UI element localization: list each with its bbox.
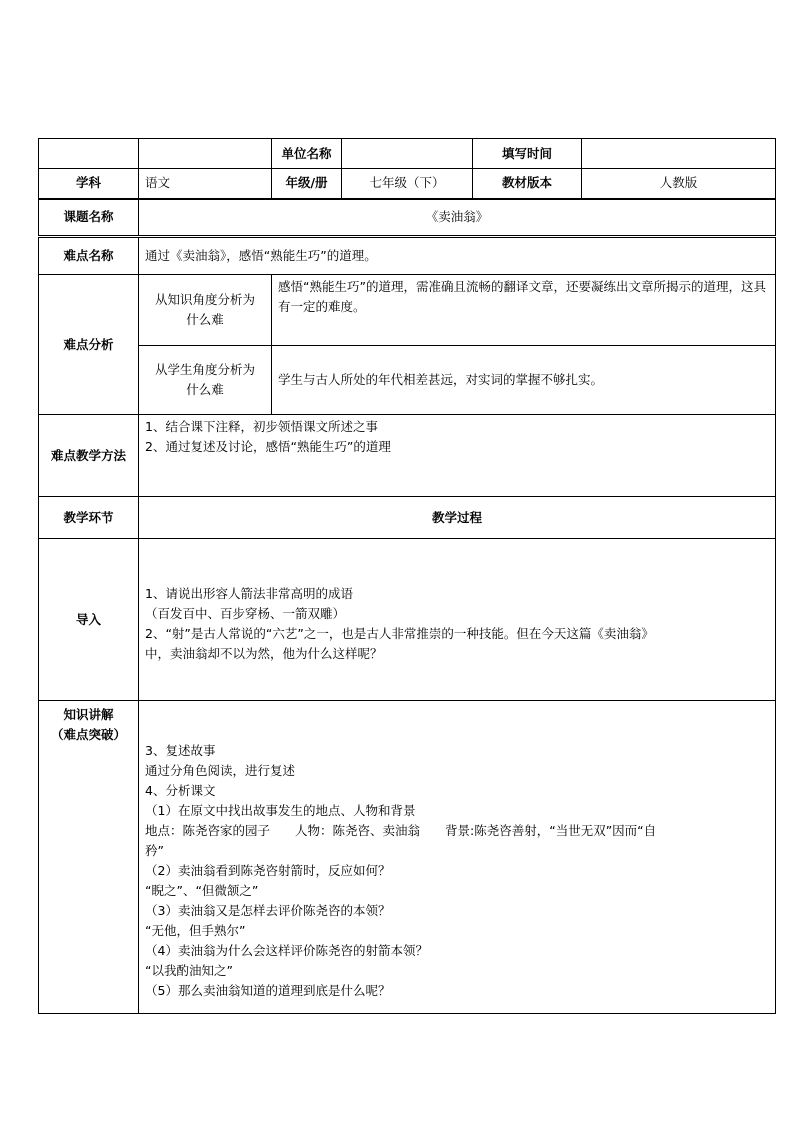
fill-time-label: 填写时间: [473, 139, 582, 169]
methods-list: [139, 415, 776, 497]
process-content-label: 教学过程: [139, 497, 776, 539]
unit-name-label: 单位名称: [272, 139, 342, 169]
header-blank-cell-2: [139, 139, 272, 169]
fill-time-value[interactable]: [582, 139, 776, 169]
knowledge-line: “无他，但手熟尔”: [145, 923, 246, 938]
intro-line: 2、“射”是古人常说的“六艺”之一，也是古人非常推崇的一种技能。但在今天这篇《卖油翁》: [145, 625, 654, 641]
analysis-label: 难点分析: [39, 275, 139, 415]
topic-value: 《卖油翁》: [139, 199, 776, 237]
process-header-row: [39, 497, 776, 539]
methods-item: 2、通过复述及讨论，感悟“熟能生巧”的道理: [145, 439, 391, 454]
knowledge-label: [39, 701, 139, 1014]
analysis-student-row: [39, 346, 776, 415]
header-row: [39, 139, 776, 169]
process-stage-label: 教学环节: [39, 497, 139, 539]
subject-label: 学科: [39, 169, 139, 199]
analysis-student-value: 学生与古人所处的年代相差甚远，对实词的掌握不够扎实。: [272, 346, 776, 415]
analysis-knowledge-value: 感悟“熟能生巧”的道理，需准确且流畅的翻译文章，还要凝练出文章所揭示的道理，这具有一定的难度。: [272, 275, 776, 346]
lesson-plan-sheet: [38, 138, 775, 1014]
intro-label: 导入: [39, 539, 139, 701]
lesson-plan-table: [38, 138, 776, 1014]
edition-value: 人教版: [582, 169, 776, 199]
unit-name-value[interactable]: [342, 139, 473, 169]
analysis-knowledge-label: 从知识角度分析为什么难: [139, 275, 272, 346]
knowledge-line: 矜”: [145, 843, 164, 858]
intro-line: 中，卖油翁却不以为然，他为什么这样呢？: [145, 645, 383, 661]
analysis-student-label: 从学生角度分析为什么难: [139, 346, 272, 415]
subject-value: 语文: [139, 169, 272, 199]
knowledge-line: 地点：陈尧咨家的园子 人物：陈尧咨、卖油翁 背景:陈尧咨善射，“当世无双”因而“自: [145, 823, 657, 838]
intro-content: [139, 539, 776, 701]
knowledge-label-line1: 知识讲解: [63, 707, 114, 722]
header-blank-cell: [39, 139, 139, 169]
edition-label: 教材版本: [473, 169, 582, 199]
grade-label: 年级/册: [272, 169, 342, 199]
difficulty-row: [39, 237, 776, 275]
knowledge-content: [139, 701, 776, 1014]
knowledge-line: “以我酌油知之”: [145, 963, 233, 978]
knowledge-line: 3、复述故事: [145, 743, 216, 758]
difficulty-value: 通过《卖油翁》，感悟“熟能生巧”的道理。: [139, 237, 776, 275]
knowledge-line: 4、分析课文: [145, 783, 216, 798]
info-row: [39, 169, 776, 199]
knowledge-label-line2: （难点突破）: [50, 727, 126, 742]
topic-row: [39, 199, 776, 237]
knowledge-line: “睨之”、“但微颔之”: [145, 883, 259, 898]
grade-value: 七年级（下）: [342, 169, 473, 199]
analysis-knowledge-row: [39, 275, 776, 346]
methods-label: 难点教学方法: [39, 415, 139, 497]
knowledge-line: （4）卖油翁为什么会这样评价陈尧咨的射箭本领？: [145, 943, 428, 958]
knowledge-row: [39, 701, 776, 1014]
intro-line: 1、请说出形容人箭法非常高明的成语: [145, 585, 353, 601]
intro-line: （百发百中、百步穿杨、一箭双雕）: [145, 605, 346, 621]
knowledge-line: （3）卖油翁又是怎样去评价陈尧咨的本领？: [145, 903, 391, 918]
knowledge-line: （1）在原文中找出故事发生的地点、人物和背景: [145, 803, 416, 818]
intro-row: [39, 539, 776, 701]
methods-item: 1、结合课下注释，初步领悟课文所述之事: [145, 419, 378, 434]
knowledge-line: 通过分角色阅读，进行复述: [145, 763, 296, 778]
difficulty-label: 难点名称: [39, 237, 139, 275]
knowledge-line: （5）那么卖油翁知道的道理到底是什么呢？: [145, 983, 391, 998]
knowledge-line: （2）卖油翁看到陈尧咨射箭时，反应如何？: [145, 863, 391, 878]
methods-row: [39, 415, 776, 497]
topic-label: 课题名称: [39, 199, 139, 237]
